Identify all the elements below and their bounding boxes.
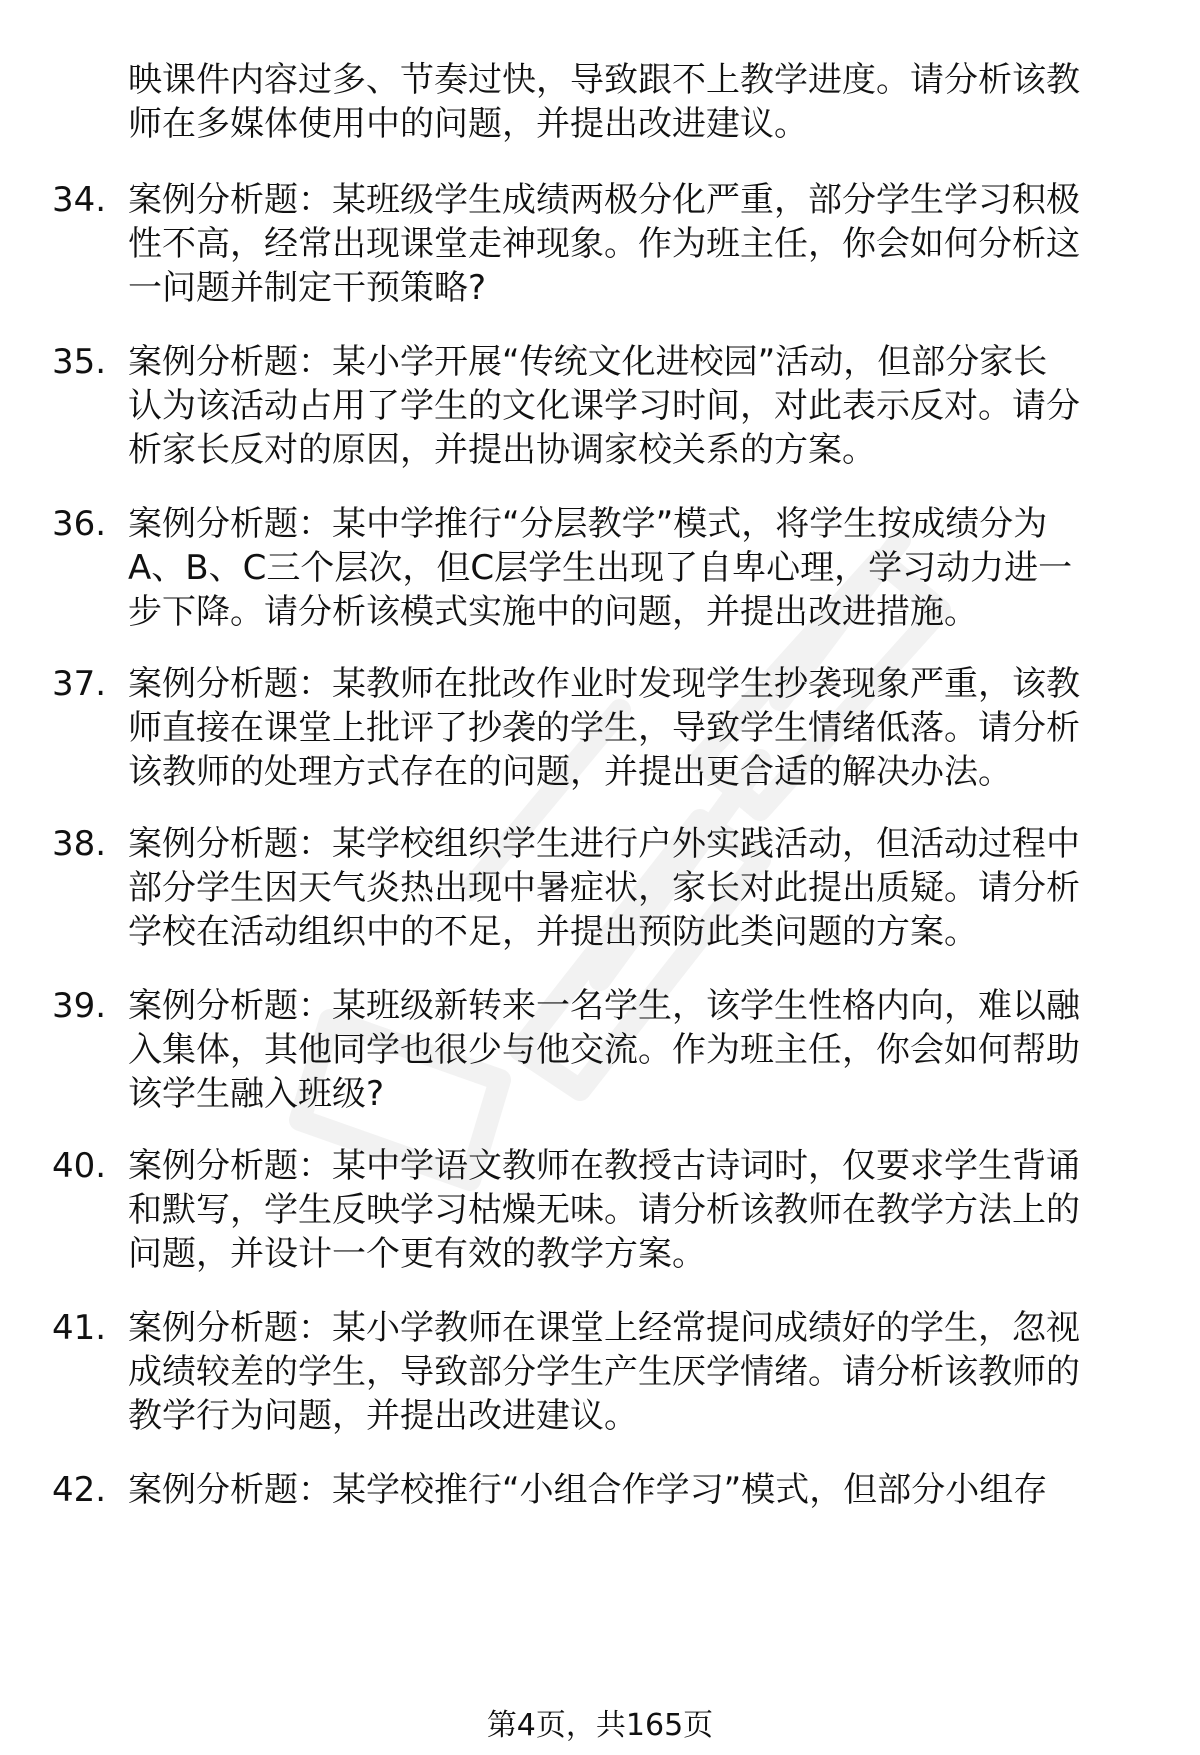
question-number: 34. bbox=[52, 180, 107, 220]
text-line: 该教师的处理方式存在的问题，并提出更合适的解决办法。 bbox=[128, 752, 1012, 792]
text-line: 该学生融入班级? bbox=[128, 1074, 385, 1114]
question-text bbox=[128, 984, 1140, 1116]
text-line: 和默写，学生反映学习枯燥无味。请分析该教师在教学方法上的 bbox=[128, 1190, 1080, 1230]
text-line: 析家长反对的原因，并提出协调家校关系的方案。 bbox=[128, 430, 876, 470]
question-number: 36. bbox=[52, 504, 107, 544]
question-text bbox=[128, 662, 1140, 794]
question-number: 37. bbox=[52, 664, 107, 704]
text-line: 案例分析题：某小学教师在课堂上经常提问成绩好的学生，忽视 bbox=[128, 1308, 1080, 1348]
question-text bbox=[128, 1306, 1140, 1438]
text-line: A、B、C三个层次，但C层学生出现了自卑心理，学习动力进一 bbox=[128, 548, 1073, 588]
question-number: 38. bbox=[52, 824, 107, 864]
text-line: 认为该活动占用了学生的文化课学习时间，对此表示反对。请分 bbox=[128, 386, 1080, 426]
text-line: 入集体，其他同学也很少与他交流。作为班主任，你会如何帮助 bbox=[128, 1030, 1080, 1070]
text-line: 一问题并制定干预策略? bbox=[128, 268, 487, 308]
text-line: 案例分析题：某班级新转来一名学生，该学生性格内向，难以融 bbox=[128, 986, 1080, 1026]
question-text bbox=[128, 1468, 1140, 1512]
text-line: 映课件内容过多、节奏过快，导致跟不上教学进度。请分析该教 bbox=[128, 60, 1080, 100]
text-line: 案例分析题：某中学推行“分层教学”模式，将学生按成绩分为 bbox=[128, 504, 1048, 544]
question-text bbox=[128, 178, 1140, 310]
text-line: 学校在活动组织中的不足，并提出预防此类问题的方案。 bbox=[128, 912, 978, 952]
question-text bbox=[128, 502, 1140, 634]
text-line: 性不高，经常出现课堂走神现象。作为班主任，你会如何分析这 bbox=[128, 224, 1080, 264]
text-line: 师在多媒体使用中的问题，并提出改进建议。 bbox=[128, 104, 808, 144]
question-text bbox=[128, 340, 1140, 472]
text-line: 案例分析题：某中学语文教师在教授古诗词时，仅要求学生背诵 bbox=[128, 1146, 1080, 1186]
text-line: 案例分析题：某学校推行“小组合作学习”模式，但部分小组存 bbox=[128, 1470, 1048, 1510]
question-number: 40. bbox=[52, 1146, 107, 1186]
question-text bbox=[128, 822, 1140, 954]
text-line: 步下降。请分析该模式实施中的问题，并提出改进措施。 bbox=[128, 592, 978, 632]
page-footer: 第4页，共165页 bbox=[486, 1708, 714, 1743]
text-line: 成绩较差的学生，导致部分学生产生厌学情绪。请分析该教师的 bbox=[128, 1352, 1080, 1392]
text-line: 教学行为问题，并提出改进建议。 bbox=[128, 1396, 638, 1436]
text-line: 案例分析题：某学校组织学生进行户外实践活动，但活动过程中 bbox=[128, 824, 1080, 864]
text-line: 案例分析题：某教师在批改作业时发现学生抄袭现象严重，该教 bbox=[128, 664, 1080, 704]
question-number: 42. bbox=[52, 1470, 107, 1510]
text-line: 案例分析题：某小学开展“传统文化进校园”活动，但部分家长 bbox=[128, 342, 1048, 382]
question-number: 39. bbox=[52, 986, 107, 1026]
question-text bbox=[128, 1144, 1140, 1276]
question-number: 41. bbox=[52, 1308, 107, 1348]
text-line: 案例分析题：某班级学生成绩两极分化严重，部分学生学习积极 bbox=[128, 180, 1080, 220]
text-line: 部分学生因天气炎热出现中暑症状，家长对此提出质疑。请分析 bbox=[128, 868, 1080, 908]
continuation-text bbox=[128, 58, 1140, 146]
question-number: 35. bbox=[52, 342, 107, 382]
text-line: 师直接在课堂上批评了抄袭的学生，导致学生情绪低落。请分析 bbox=[128, 708, 1080, 748]
text-line: 问题，并设计一个更有效的教学方案。 bbox=[128, 1234, 706, 1274]
